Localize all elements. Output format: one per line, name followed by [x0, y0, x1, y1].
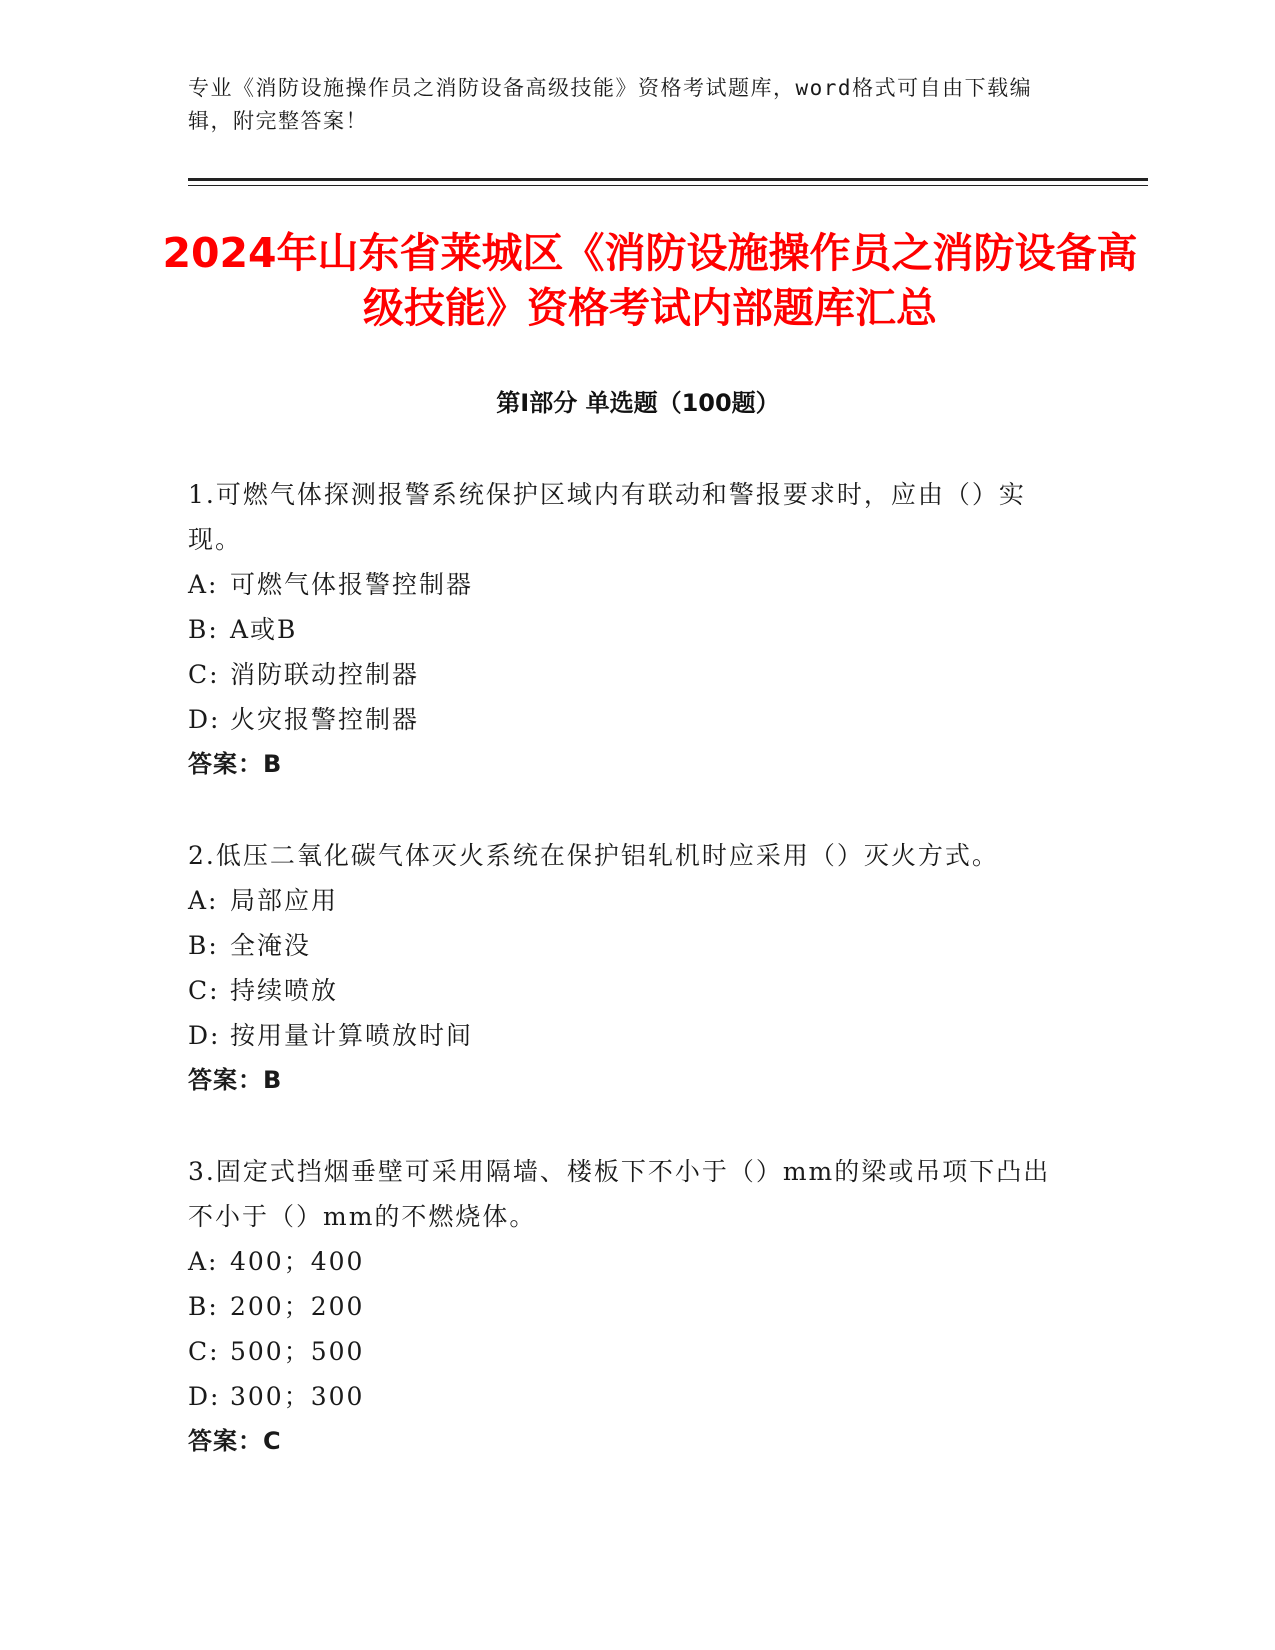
option-d	[188, 1374, 1068, 1419]
option-a	[188, 878, 1068, 923]
option-letter: C:	[188, 1337, 220, 1366]
question-stem: 2.低压二氧化碳气体灭火系统在保护铝轧机时应采用（）灭火方式。	[188, 841, 999, 870]
answer-line: 答案：B	[188, 750, 283, 778]
option-letter: D:	[188, 1382, 221, 1411]
option-text: A或B	[230, 615, 298, 644]
option-letter: C:	[188, 976, 220, 1005]
option-text: 300；300	[230, 1382, 365, 1411]
option-letter: D:	[188, 1021, 221, 1050]
answer-line: 答案：B	[188, 1066, 283, 1094]
option-text: 火灾报警控制器	[230, 705, 420, 734]
option-c	[188, 652, 1068, 697]
document-title: 2024年山东省莱城区《消防设施操作员之消防设备高级技能》资格考试内部题库汇总	[162, 229, 1138, 332]
option-b	[188, 607, 1068, 652]
option-letter: B:	[188, 615, 219, 644]
question-2	[188, 833, 1068, 1103]
option-text: 持续喷放	[230, 976, 339, 1005]
option-letter: C:	[188, 660, 220, 689]
option-text: 按用量计算喷放时间	[230, 1021, 474, 1050]
option-c	[188, 968, 1068, 1013]
answer-line: 答案：C	[188, 1427, 282, 1455]
option-text: 200；200	[230, 1292, 365, 1321]
question-stem: 1.可燃气体探测报警系统保护区域内有联动和警报要求时，应由（）实现。	[188, 480, 1026, 554]
option-letter: B:	[188, 931, 219, 960]
option-text: 400；400	[230, 1247, 365, 1276]
option-text: 消防联动控制器	[230, 660, 420, 689]
option-text: 局部应用	[230, 886, 339, 915]
question-1	[188, 472, 1068, 787]
option-b	[188, 1284, 1068, 1329]
question-3	[188, 1149, 1068, 1464]
option-letter: A:	[188, 1247, 219, 1276]
option-b	[188, 923, 1068, 968]
section-heading: 第Ⅰ部分 单选题（100题）	[496, 389, 780, 417]
option-text: 全淹没	[230, 931, 312, 960]
header-note: 专业《消防设施操作员之消防设备高级技能》资格考试题库，word格式可自由下载编辑，附完整答案！	[188, 76, 1033, 133]
option-letter: A:	[188, 570, 219, 599]
option-d	[188, 1013, 1068, 1058]
option-a	[188, 562, 1068, 607]
header-rule-thin	[188, 185, 1148, 186]
option-a	[188, 1239, 1068, 1284]
option-c	[188, 1329, 1068, 1374]
option-text: 500；500	[230, 1337, 365, 1366]
header-rule-thick	[188, 178, 1148, 181]
option-letter: D:	[188, 705, 221, 734]
question-stem: 3.固定式挡烟垂壁可采用隔墙、楼板下不小于（）mm的梁或吊项下凸出不小于（）mm的不燃烧体。	[188, 1157, 1051, 1231]
option-letter: B:	[188, 1292, 219, 1321]
option-letter: A:	[188, 886, 219, 915]
option-text: 可燃气体报警控制器	[230, 570, 474, 599]
option-d	[188, 697, 1068, 742]
